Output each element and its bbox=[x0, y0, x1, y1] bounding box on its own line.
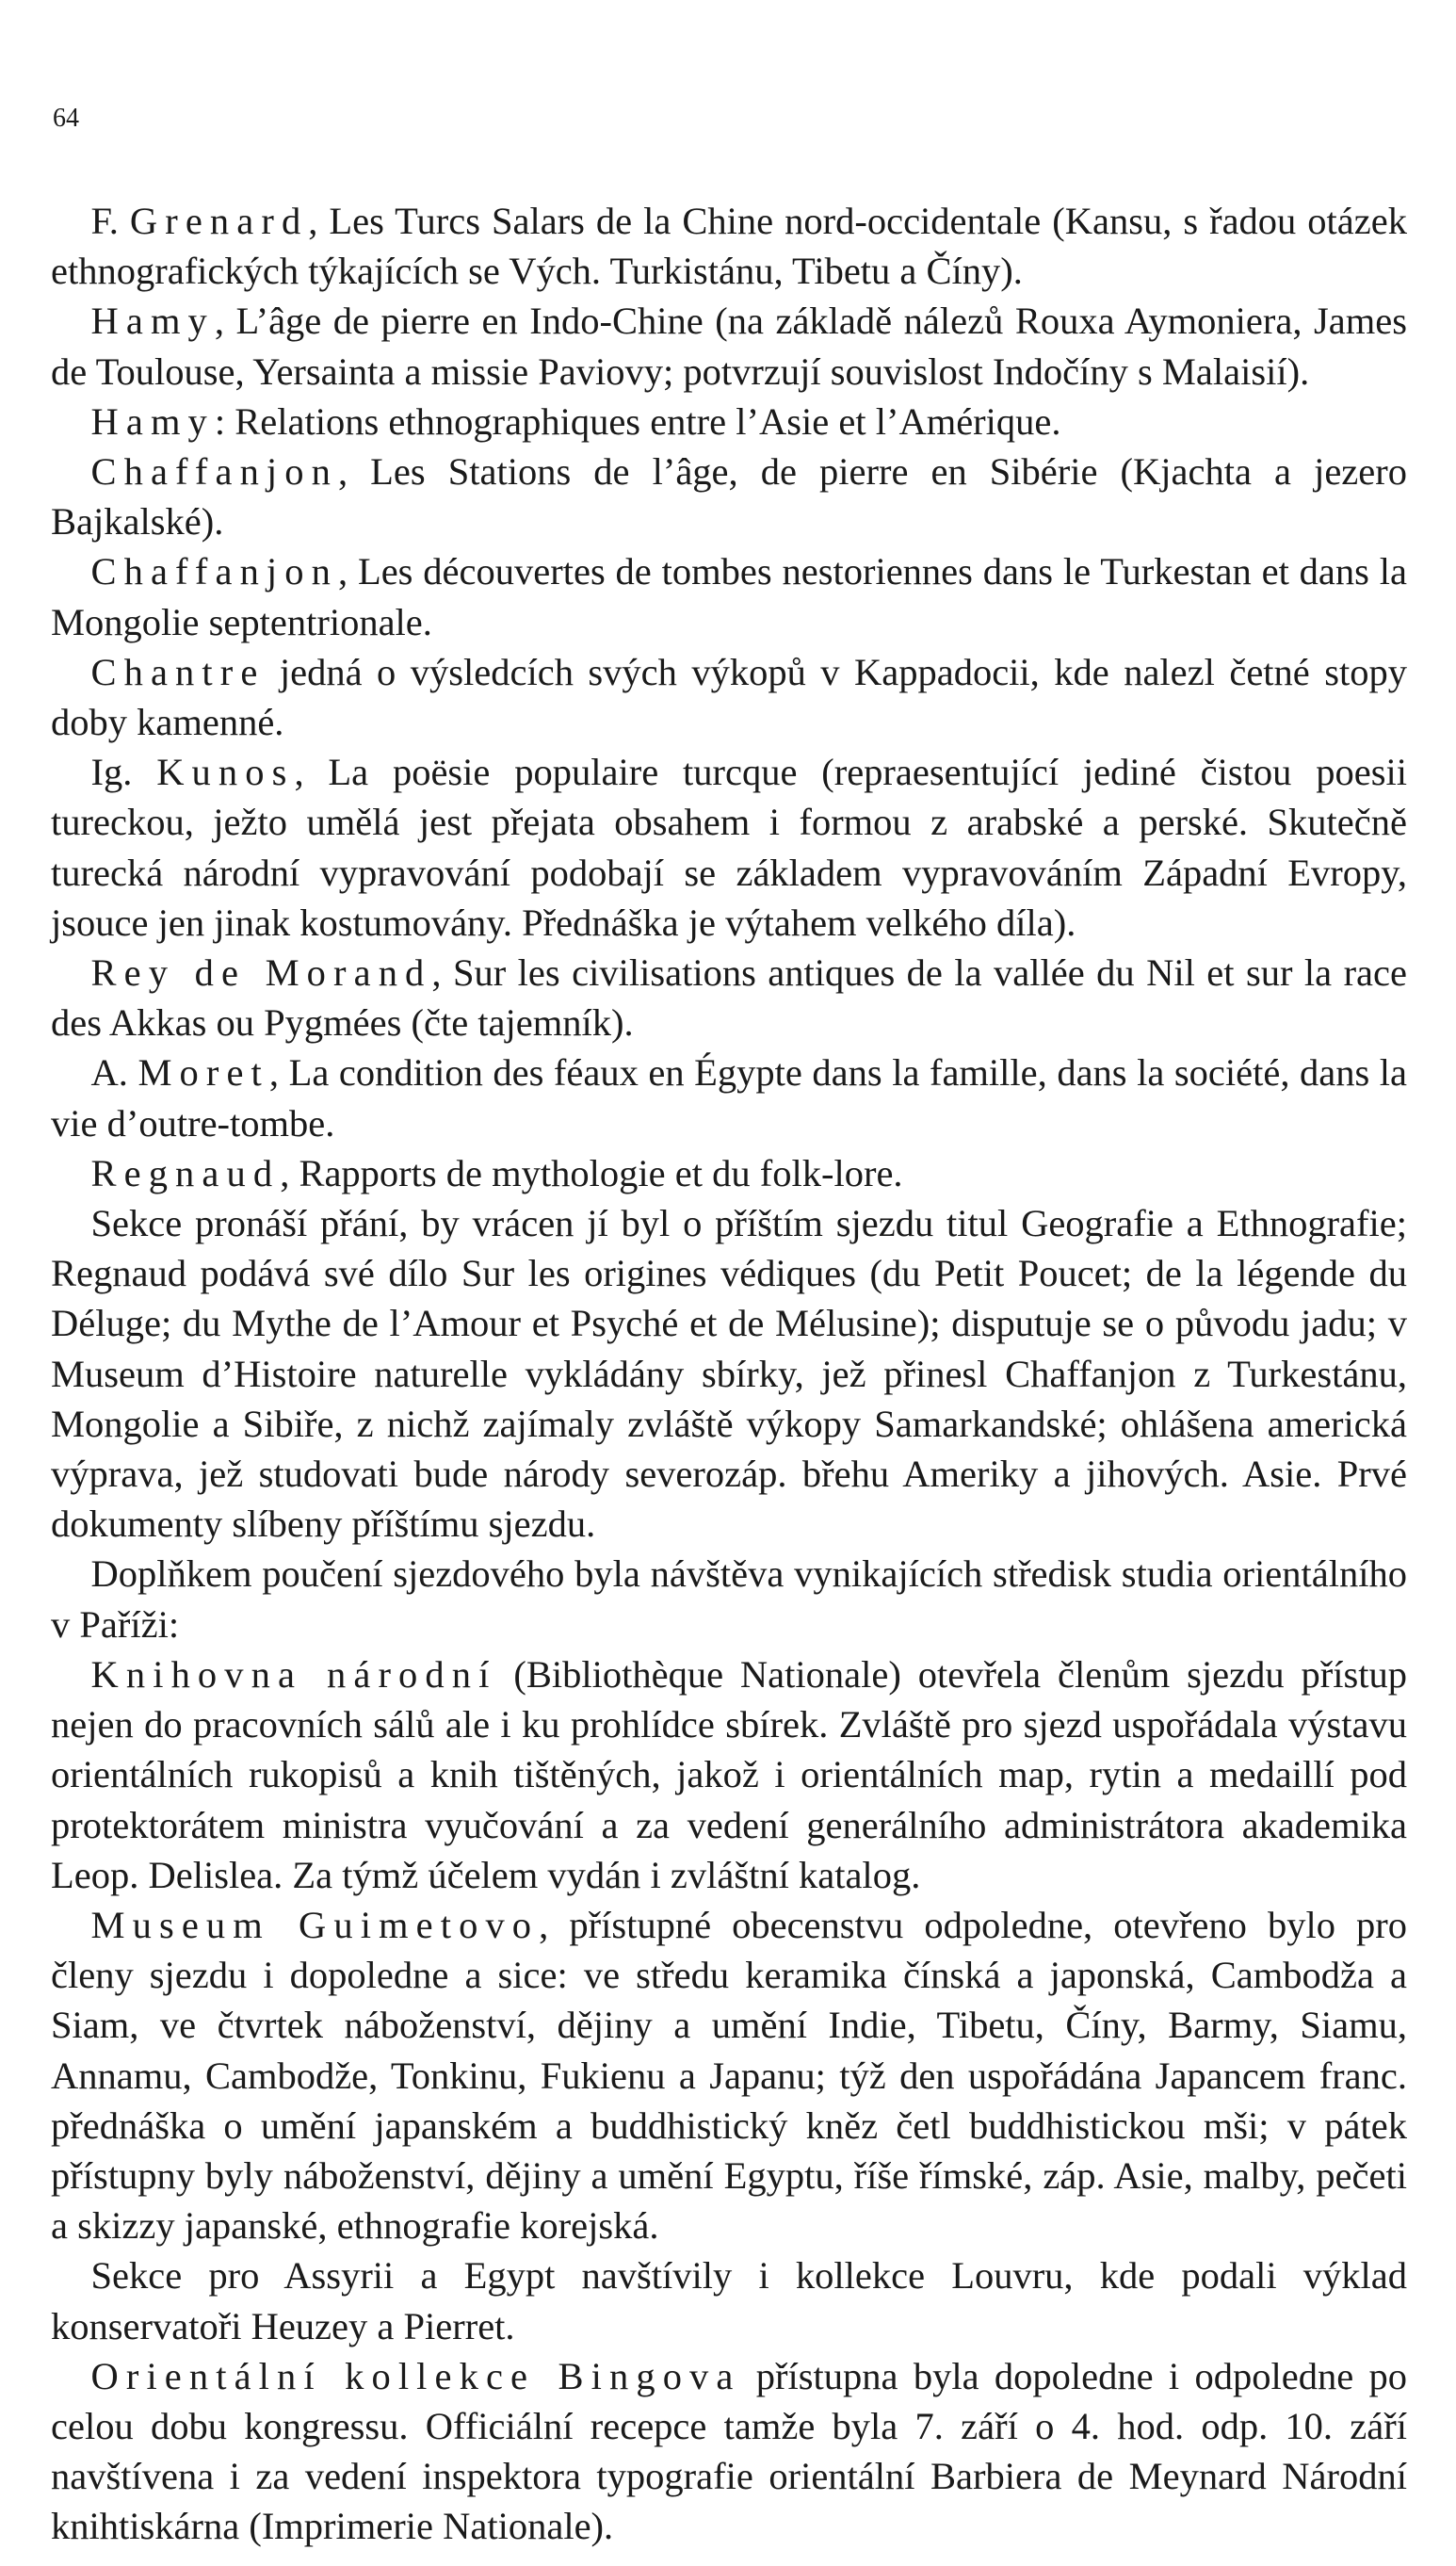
paragraph-text: , Les Stations de l’âge, de pierre en Sibérie (Kjachta a jezero Bajkalské). bbox=[51, 450, 1407, 544]
page-number: 64 bbox=[53, 104, 79, 133]
paragraph-regnaud bbox=[51, 1148, 1407, 1198]
spaced-name: Moret bbox=[138, 1051, 269, 1095]
paragraph-text: jedná o výsledcích svých výkopů v Kappadocii, kde nalezl četné stopy doby kamenné. bbox=[51, 650, 1407, 744]
paragraph-grenard bbox=[51, 196, 1407, 296]
paragraph-sekce-prani bbox=[51, 1198, 1407, 1549]
paragraph-text: : Relations ethnographiques entre l’Asie et l’Amérique. bbox=[214, 399, 1061, 443]
spaced-name: Chaffanjon bbox=[90, 550, 338, 593]
paragraph-text: , L’âge de pierre en Indo-Chine (na základě nálezů Rouxa Aymoniera, James de Toulouse, Yersainta a missie Paviovy; potvrzují souvislost Indočíny s Malaisií). bbox=[51, 300, 1407, 393]
text-body bbox=[51, 196, 1407, 2552]
paragraph-text: přístupna byla dopoledne i odpoledne po celou dobu kongressu. Officiální recepce tamže byla 7. září o 4. hod. odp. 10. září navštívena i za vedení inspektora typografie orientální Barbiera de Meynard Národní knihtiskárna (Imprimerie Nationale). bbox=[51, 2354, 1407, 2548]
paragraph-lead: Ig. bbox=[90, 751, 157, 794]
spaced-name: Kunos bbox=[156, 751, 295, 794]
paragraph-text: (Bibliothèque Nationale) otevřela členům sjezdu přístup nejen do pracovních sálů ale i ku prohlídce sbírek. Zvláště pro sjezd uspořádala výstavu orientálních rukopisů a knih tištěných, jakož i orientálních map, rytin a medaillí pod protektorátem ministra vyučování a za vedení generálního administrátora akademika Leop. Delislea. Za týmž účelem vydán i zvláštní katalog. bbox=[51, 1652, 1407, 1896]
spaced-name: Chantre bbox=[90, 650, 266, 693]
paragraph-chaffanjon-2 bbox=[51, 546, 1407, 646]
paragraph-text: Sekce pronáší přání, by vrácen jí byl o příštím sjezdu titul Geografie a Ethnografie; Regnaud podává své dílo Sur les origines védiques (du Petit Poucet; de la légende du Déluge; du Mythe de l’Amour et Psyché et de Mélusine); disputuje se o původu jadu; v Museum d’Histoire naturelle vykládány sbírky, jež přinesl Chaffanjon z Turkestánu, Mongolie a Sibiře, z nichž zajímaly zvláště výkopy Samarkandské; ohlášena americká výprava, jež studovati bude národy severozáp. břehu Ameriky a jihových. Asie. Prvé dokumenty slíbeny příštímu sjezdu. bbox=[51, 1202, 1407, 1546]
paragraph-text: Sekce pro Assyrii a Egypt navštívily i kollekce Louvru, kde podali výklad konservatoři Heuzey a Pierret. bbox=[51, 2254, 1407, 2347]
spaced-name: Rey de Morand bbox=[90, 951, 432, 995]
paragraph-text: , Rapports de mythologie et du folk-lore. bbox=[280, 1151, 903, 1194]
paragraph-museum-guimet bbox=[51, 1900, 1407, 2250]
spaced-name: Chaffanjon bbox=[90, 450, 338, 494]
paragraph-text: , přístupné obecenstvu odpoledne, otevřeno bylo pro členy sjezdu i dopoledne a sice: ve středu keramika čínská a japonská, Cambodža a Siam, ve čtvrtek náboženství, dějiny a umění Indie, Tibetu, Číny, Barmy, Siamu, Annamu, Cambodže, Tonkinu, Fukienu a Japanu; týž den uspořádána Japancem franc. přednáška o umění japanském a buddhistický kněz četl buddhistickou mši; v pátek přístupny byly náboženství, dějiny a umění Egyptu, říše římské, záp. Asie, malby, pečeti a skizzy japanské, ethnografie korejská. bbox=[51, 1903, 1407, 2248]
paragraph-text: , Sur les civilisations antiques de la vallée du Nil et sur la race des Akkas ou Pygmées (čte tajemník). bbox=[51, 951, 1407, 1045]
paragraph-sekce-assyrie bbox=[51, 2250, 1407, 2350]
spaced-name: Grenard bbox=[129, 200, 309, 242]
spaced-name: Hamy bbox=[90, 399, 215, 443]
paragraph-hamy-2 bbox=[51, 397, 1407, 447]
paragraph-doplnkem bbox=[51, 1549, 1407, 1648]
paragraph-text: , Les Turcs Salars de la Chine nord-occidentale (Kansu, s řadou otázek ethnografických týkajících se Vých. Turkistánu, Tibetu a Číny). bbox=[51, 200, 1407, 293]
paragraph-hamy-1 bbox=[51, 296, 1407, 396]
spaced-name: Museum Guimetovo bbox=[90, 1903, 540, 1946]
paragraph-bingova bbox=[51, 2351, 1407, 2552]
paragraph-text: , La poësie populaire turcque (repraesentující jediné čistou poesii tureckou, ježto umělá jest přejata obsahem i formou z arabské a perské. Skutečně turecká národní vypravování podobají se základem vypravováním Západní Evropy, jsouce jen jinak kostumovány. Přednáška je výtahem velkého díla). bbox=[51, 751, 1407, 944]
spaced-name: Orientální kollekce Bingova bbox=[90, 2354, 741, 2397]
paragraph-lead: F. bbox=[90, 200, 130, 242]
paragraph-chantre bbox=[51, 647, 1407, 747]
paragraph-lead: A. bbox=[90, 1051, 138, 1095]
paragraph-chaffanjon-1 bbox=[51, 447, 1407, 546]
paragraph-moret bbox=[51, 1048, 1407, 1147]
paragraph-rey-de-morand bbox=[51, 948, 1407, 1048]
paragraph-kunos bbox=[51, 747, 1407, 948]
paragraph-text: , Les découvertes de tombes nestoriennes dans le Turkestan et dans la Mongolie septentrionale. bbox=[51, 550, 1407, 643]
paragraph-knihovna bbox=[51, 1649, 1407, 1900]
spaced-name: Hamy bbox=[90, 300, 215, 343]
paragraph-text: , La condition des féaux en Égypte dans la famille, dans la société, dans la vie d’outre-tombe. bbox=[51, 1051, 1407, 1145]
spaced-name: Regnaud bbox=[90, 1151, 281, 1194]
paragraph-text: Doplňkem poučení sjezdového byla návštěva vynikajících středisk studia orientálního v Paříži: bbox=[51, 1552, 1407, 1646]
spaced-name: Knihovna národní bbox=[90, 1652, 497, 1696]
